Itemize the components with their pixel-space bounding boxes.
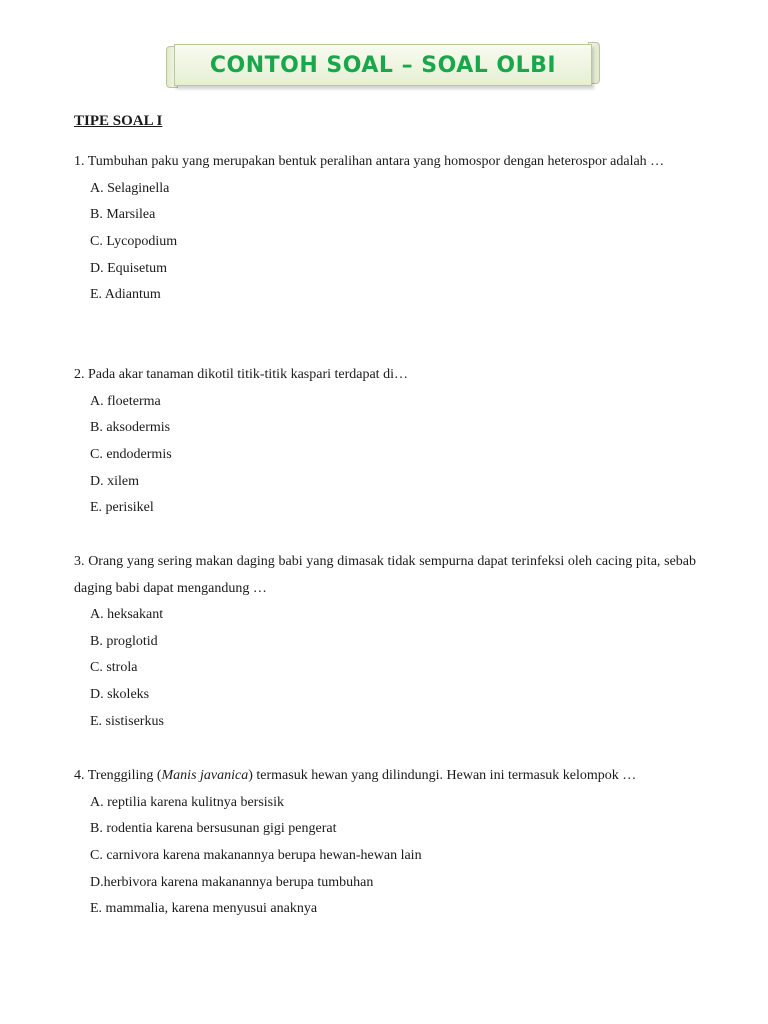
option-e: E. perisikel (90, 500, 154, 516)
option-e: E. sistiserkus (90, 713, 164, 729)
question-4 (74, 763, 696, 923)
option-a: A. heksakant (90, 607, 164, 622)
option-e: E. mammalia, karena menyusui anaknya (90, 901, 318, 917)
question-text-start: 4. Trenggiling ( (74, 768, 162, 783)
question-3 (74, 549, 696, 736)
option-a: A. Selaginella (90, 180, 170, 196)
option-d: D. xilem (90, 473, 139, 489)
option-c: C. Lycopodium (90, 233, 178, 249)
option-b: B. rodentia karena bersusunan gigi pengerat (90, 821, 337, 837)
option-e: E. Adiantum (90, 287, 161, 303)
option-list (74, 602, 696, 736)
question-text-end: ) termasuk hewan yang dilindungi. Hewan ini termasuk kelompok … (248, 768, 637, 783)
option-c: C. strola (90, 660, 138, 676)
question-text: 2. Pada akar tanaman dikotil titik-titik kaspari terdapat di… (74, 367, 408, 382)
question-text: 3. Orang yang sering makan daging babi yang dimasak tidak sempurna dapat terinfeksi oleh cacing pita, sebab daging babi dapat mengandung … (74, 554, 696, 596)
option-a: A. floeterma (90, 393, 161, 409)
option-a: A. reptilia karena kulitnya bersisik (90, 794, 284, 810)
question-1 (74, 149, 696, 309)
option-b: B. Marsilea (90, 207, 156, 223)
question-2 (74, 362, 696, 522)
question-text: 1. Tumbuhan paku yang merupakan bentuk peralihan antara yang homospor dengan heterospor adalah … (74, 154, 665, 169)
title-banner (166, 42, 600, 90)
option-list (74, 389, 696, 523)
option-d: D. Equisetum (90, 260, 167, 276)
option-list (74, 176, 696, 310)
option-c: C. endodermis (90, 446, 172, 462)
section-title: TIPE SOAL I (74, 113, 163, 129)
option-b: B. proglotid (90, 633, 158, 649)
option-c: C. carnivora karena makanannya berupa hewan-hewan lain (90, 847, 422, 863)
question-text (74, 763, 696, 790)
option-d: D.herbivora karena makanannya berupa tumbuhan (90, 874, 374, 890)
species-name: Manis javanica (161, 768, 249, 783)
option-list (74, 790, 696, 924)
option-b: B. aksodermis (90, 420, 171, 436)
page-title: CONTOH SOAL – SOAL OLBI (209, 52, 557, 78)
option-d: D. skoleks (90, 687, 150, 703)
banner-body (174, 44, 592, 86)
